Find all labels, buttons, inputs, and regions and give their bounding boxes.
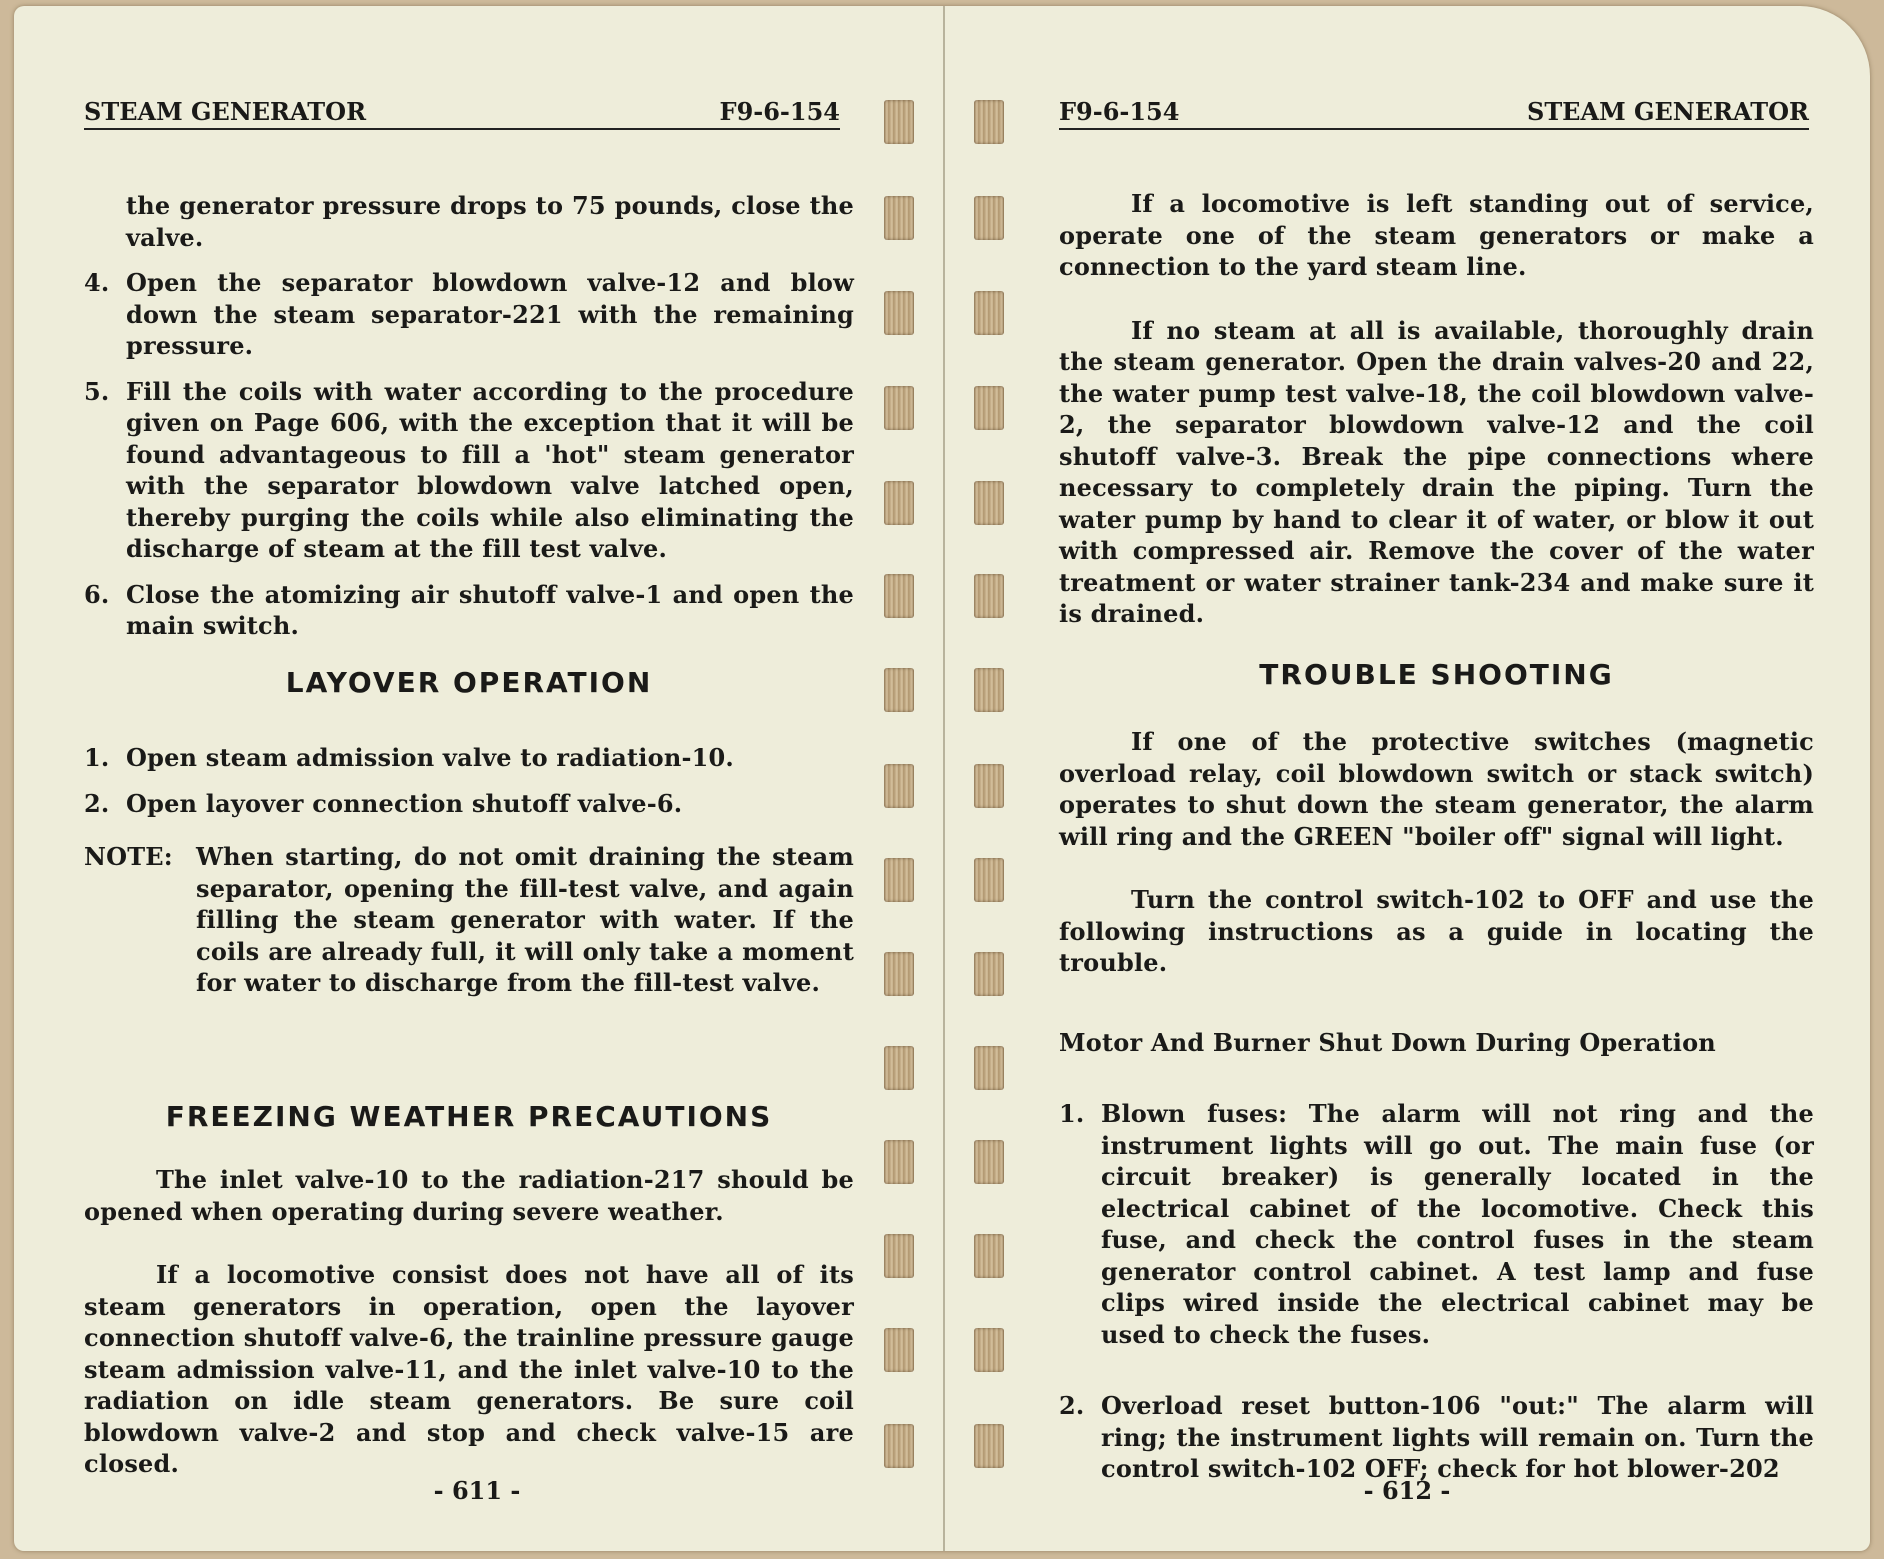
left-page-header [84, 92, 840, 130]
binding-hole [884, 386, 914, 430]
list-item: 1. Blown fuses: The alarm will not ring and the instrument lights will go out. The main fuse (or circuit breaker) is generally located in the electrical cabinet of the locomotive. Check this fuse, and check the control fuses in the steam generator control cabinet. A test lamp and fuse clips wired inside the electrical cabinet may be used to check the fuses. [1059, 1099, 1814, 1349]
open-manual [14, 6, 1870, 1551]
binding-hole [884, 858, 914, 902]
binding-hole [884, 574, 914, 618]
binding-hole [884, 668, 914, 712]
note-label: NOTE: [84, 842, 173, 871]
freezing-block [84, 1164, 854, 1480]
list-item: 2. Overload reset button-106 "out:" The alarm will ring; the instrument lights will remain on. Turn the control switch-102 OFF; check for hot blower-202 [1059, 1391, 1814, 1483]
trouble-block [1059, 726, 1814, 1485]
binding-hole [884, 1328, 914, 1372]
subheading: Motor And Burner Shut Down During Operation [1059, 1027, 1716, 1057]
header-code: F9-6-154 [719, 97, 840, 126]
binding-hole [884, 1234, 914, 1278]
binding-hole [884, 100, 914, 144]
paragraph: If a locomotive is left standing out of service, operate one of the steam generators or make a connection to the yard steam line. [1059, 189, 1814, 281]
header-code: F9-6-154 [1059, 97, 1180, 126]
page-number: - 611 - [433, 1476, 521, 1505]
right-page [944, 6, 1870, 1551]
page-number: - 612 - [1363, 1476, 1451, 1505]
binding-hole [884, 1424, 914, 1468]
left-top-block [84, 190, 854, 642]
freezing-paragraph: The inlet valve-10 to the radiation-217 should be opened when operating during severe weather. [84, 1165, 854, 1226]
layover-block [84, 742, 854, 999]
binding-hole [884, 196, 914, 240]
binding-hole [884, 1140, 914, 1184]
list-item: 2. Open layover connection shutoff valve-6. [84, 788, 683, 818]
binding-hole [884, 481, 914, 525]
paragraph: If one of the protective switches (magnetic overload relay, coil blowdown switch or stack switch) operates to shut down the steam generator, the alarm will ring and the GREEN "boiler off" signal will light. [1059, 727, 1814, 851]
header-title: STEAM GENERATOR [1526, 97, 1809, 126]
paragraph: Turn the control switch-102 to OFF and use the following instructions as a guide in locating the trouble. [1059, 885, 1814, 977]
note-text: When starting, do not omit draining the steam separator, opening the fill-test valve, and again filling the steam generator with water. If the coils are already full, it will only take a moment for water to discharge from the fill-test valve. [196, 842, 854, 997]
continuation-text: the generator pressure drops to 75 pounds, close the valve. [126, 191, 854, 252]
right-page-header [1059, 92, 1809, 130]
binding-hole [884, 1046, 914, 1090]
note [84, 841, 854, 999]
list-item: 5. Fill the coils with water according to the procedure given on Page 606, with the exception that it will be found advantageous to fill a 'hot" steam generator with the separator blowdown valve latched open, thereby purging the coils while also eliminating the discharge of steam at the fill test valve. [84, 376, 854, 563]
list-item: 4. Open the separator blowdown valve-12 and blow down the steam separator-221 with the remaining pressure. [84, 268, 854, 360]
paragraph: If no steam at all is available, thoroughly drain the steam generator. Open the drain valves-20 and 22, the water pump test valve-18, the coil blowdown valve-2, the separator blowdown valve-12 and the coil shutoff valve-3. Break the pipe connections where necessary to completely drain the piping. Turn the water pump by hand to clear it of water, or blow it out with compressed air. Remove the cover of the water treatment or water strainer tank-234 and make sure it is drained. [1059, 315, 1814, 628]
list-item: 1. Open steam admission valve to radiation-10. [84, 743, 734, 772]
binding-hole [884, 764, 914, 808]
right-top-block [1059, 188, 1814, 630]
freezing-paragraph: If a locomotive consist does not have all of its steam generators in operation, open the layover connection shutoff valve-6, the trainline pressure gauge steam admission valve-11, and the inlet valve-10 to the radiation on idle steam generators. Be sure coil blowdown valve-2 and stop and check valve-15 are closed. [84, 1260, 854, 1478]
trouble-heading: TROUBLE SHOOTING [1259, 658, 1614, 691]
freezing-heading: FREEZING WEATHER PRECAUTIONS [165, 1100, 773, 1133]
header-title: STEAM GENERATOR [84, 97, 367, 126]
binding-hole [884, 291, 914, 335]
layover-heading: LAYOVER OPERATION [285, 666, 653, 699]
left-page [14, 6, 940, 1551]
binding-hole [884, 952, 914, 996]
list-item: 6. Close the atomizing air shutoff valve-1 and open the main switch. [84, 579, 854, 640]
